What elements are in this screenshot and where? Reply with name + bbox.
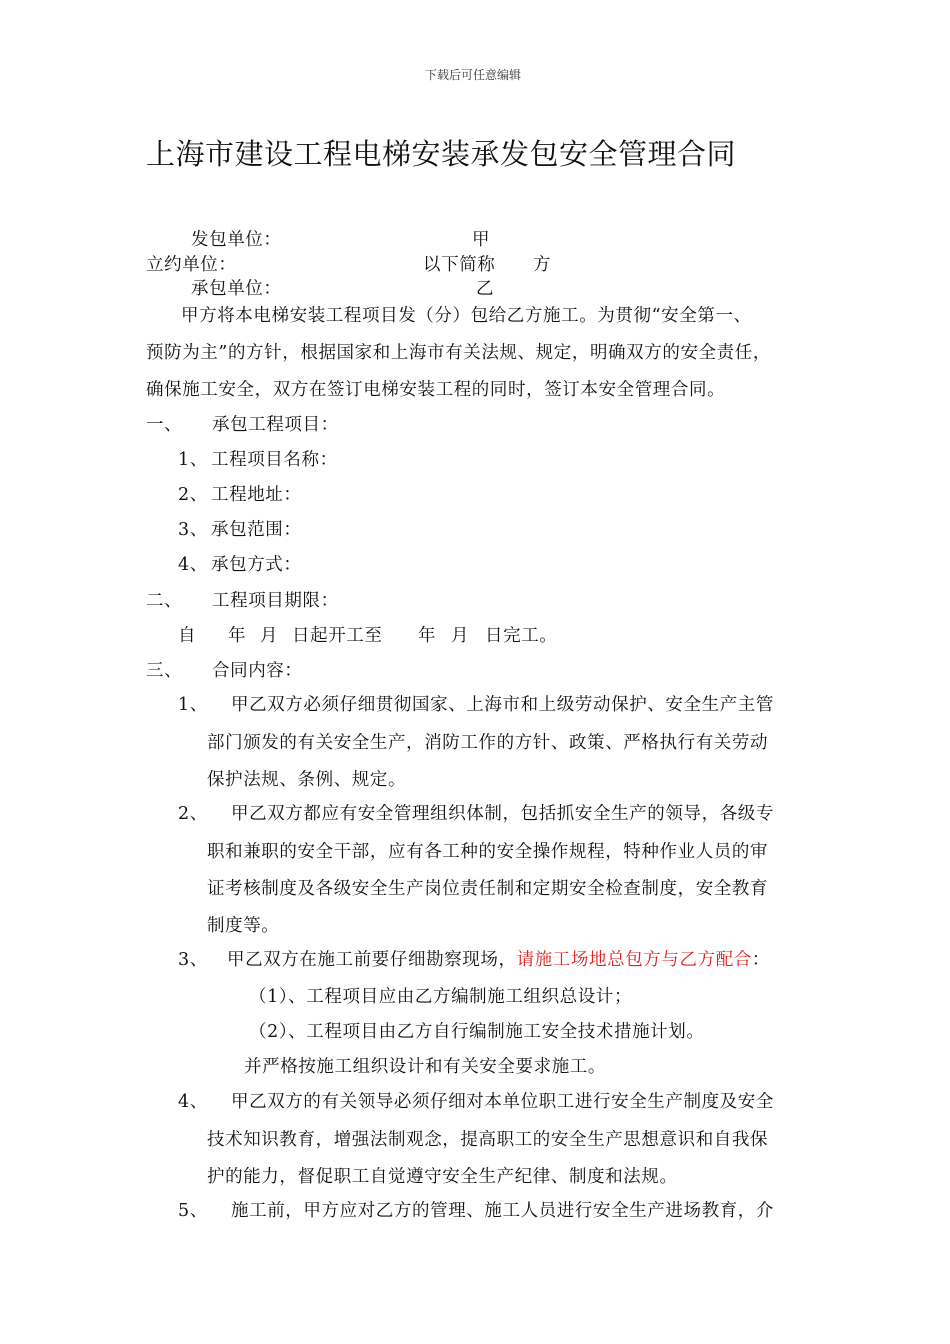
s3-item-3-highlight: 请施工场地总包方与乙方配合 [516,950,752,970]
s3-item-1-line-1: 甲乙双方必须仔细贯彻国家、上海市和上级劳动保护、安全生产主管 [231,695,774,715]
document-title: 上海市建设工程电梯安装承发包安全管理合同 [146,137,737,171]
contractor-label: 承包单位： [191,279,282,299]
s1-item-3-number: 3、 [178,520,208,540]
s3-item-1-number: 1、 [178,695,208,715]
s3-item-4-number: 4、 [178,1092,208,1112]
period-end: 日完工。 [485,626,558,646]
s1-item-2-text: 工程地址： [211,485,302,505]
intro-line-3: 确保施工安全，双方在签订电梯安装工程的同时，签订本安全管理合同。 [146,380,726,400]
period-year-1: 年 [228,626,247,646]
section-2-title: 工程项目期限： [212,591,339,611]
s3-item-3-tail: 并严格按施工组织设计和有关安全要求施工。 [244,1057,606,1077]
section-3-number: 三、 [146,661,183,681]
s3-item-5-number: 5、 [178,1201,208,1221]
period-month-2: 月 [451,626,470,646]
section-3-title: 合同内容： [212,661,303,681]
intro-line-2: 预防为主”的方针，根据国家和上海市有关法规、规定，明确双方的安全责任， [146,343,771,363]
s3-item-2-number: 2、 [178,804,208,824]
abbrev-text: 以下简称 [423,255,496,275]
s3-item-2-line-1: 甲乙双方都应有安全管理组织体制，包括抓安全生产的领导，各级专 [231,804,774,824]
s3-item-3-sub-2: （2）、工程项目由乙方自行编制施工安全技术措施计划。 [249,1022,705,1042]
s3-item-2-line-4: 制度等。 [207,916,280,936]
s3-item-3-number: 3、 [178,950,208,970]
s3-item-5-line-1: 施工前，甲方应对乙方的管理、施工人员进行安全生产进场教育，介 [231,1201,774,1221]
s3-item-4-line-2: 技术知识教育，增强法制观念，提高职工的安全生产思想意识和自我保 [207,1130,769,1150]
s3-item-3-sub-1: （1）、工程项目应由乙方编制施工组织总设计； [249,987,633,1007]
section-1-number: 一、 [146,415,183,435]
party-b-mark: 乙 [476,279,495,299]
intro-line-1: 甲方将本电梯安装工程项目发（分）包给乙方施工。为贯彻“安全第一、 [181,306,752,326]
sign-label: 立约单位： [146,255,237,275]
period-month-1: 月 [260,626,279,646]
party-a-mark: 甲 [472,230,491,250]
s1-item-4-number: 4、 [178,555,208,575]
s1-item-3-text: 承包范围： [211,520,302,540]
period-start: 日起开工至 [292,626,383,646]
s3-item-3-colon: ： [751,950,771,970]
s3-item-4-line-3: 护的能力，督促职工自觉遵守安全生产纪律、制度和法规。 [207,1167,678,1187]
s3-item-1-line-3: 保护法规、条例、规定。 [207,770,407,790]
s3-item-1-line-2: 部门颁发的有关安全生产，消防工作的方针、政策、严格执行有关劳动 [207,733,769,753]
s3-item-2-line-2: 职和兼职的安全干部，应有各工种的安全操作规程，特种作业人员的审 [207,842,769,862]
s3-item-3-text: 甲乙双方在施工前要仔细勘察现场， [227,950,517,970]
period-year-2: 年 [418,626,437,646]
s3-item-2-line-3: 证考核制度及各级安全生产岗位责任制和定期安全检查制度，安全教育 [207,879,769,899]
s3-item-4-line-1: 甲乙双方的有关领导必须仔细对本单位职工进行安全生产制度及安全 [231,1092,774,1112]
s3-item-3-line [227,946,770,971]
s1-item-4-text: 承包方式： [211,555,302,575]
s1-item-1-number: 1、 [178,450,208,470]
issuer-label: 发包单位： [191,230,282,250]
period-from: 自 [178,626,197,646]
fang-text: 方 [533,255,552,275]
header-note: 下载后可任意编辑 [425,68,522,82]
s1-item-1-text: 工程项目名称： [211,450,338,470]
section-1-title: 承包工程项目： [212,415,339,435]
s1-item-2-number: 2、 [178,485,208,505]
section-2-number: 二、 [146,591,183,611]
